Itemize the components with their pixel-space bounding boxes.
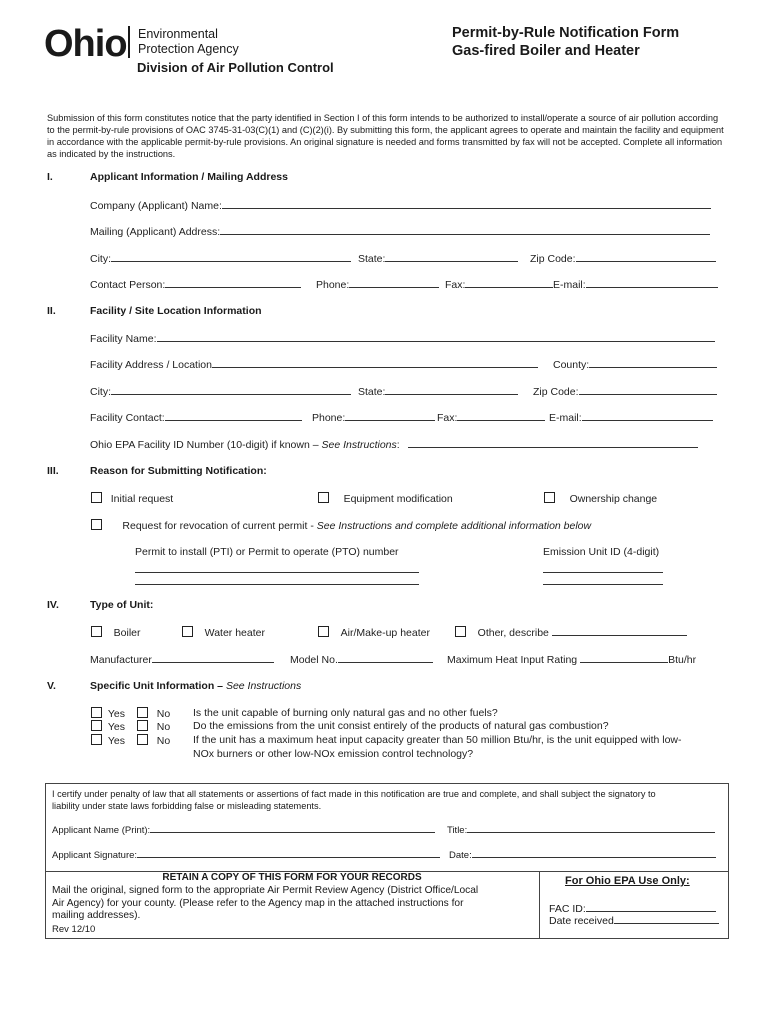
certification-text-line-2: liability under state laws forbidding false or misleading statements. [52,801,322,811]
epa-use-only-label: For Ohio EPA Use Only: [565,875,690,887]
q1-yes-checkbox[interactable] [91,707,102,718]
section-2-number: II. [47,305,56,317]
reason-initial-checkbox[interactable] [91,492,102,503]
reason-initial-option[interactable] [91,492,173,505]
model-number-field[interactable] [290,653,433,666]
section-5-number: V. [47,680,56,692]
q3-no-label: No [156,735,171,747]
q1-yes-option[interactable] [91,707,125,720]
reason-equipment-option[interactable] [318,492,453,505]
q2-yes-option[interactable] [91,720,125,733]
manufacturer-label: Manufacturer [90,654,152,666]
applicant-state-field[interactable] [358,252,518,265]
facility-state-field[interactable] [358,385,518,398]
reason-equipment-label: Equipment modification [343,493,453,505]
q2-no-label: No [156,721,171,733]
section-4-title: Type of Unit: [90,599,154,611]
section-5-instructions: See Instructions [225,680,302,692]
permit-number-line-1[interactable] [135,563,419,573]
section-1-number: I. [47,171,53,183]
question-3-line-1: If the unit has a maximum heat input capacity greater than 50 million Btu/hr, is the unit equipped with low- [193,734,682,746]
unit-air-makeup-label: Air/Make-up heater [340,627,430,639]
facility-email-field[interactable] [549,411,713,424]
unit-other-checkbox[interactable] [455,626,466,637]
model-number-label: Model No. [290,654,338,666]
agency-line-1: Environmental [138,27,218,41]
signature-date-label: Date: [449,850,472,861]
manufacturer-field[interactable] [90,653,274,666]
logo-divider [128,26,130,58]
q3-yes-option[interactable] [91,734,125,747]
facility-address-field[interactable] [90,358,538,371]
applicant-email-field[interactable] [553,278,718,291]
mailing-instructions-line-1: Mail the original, signed form to the appropriate Air Permit Review Agency (District Office/Local [52,885,479,896]
q2-no-checkbox[interactable] [137,720,148,731]
permit-number-line-2[interactable] [135,575,419,585]
contact-person-label: Contact Person: [90,279,166,291]
facility-state-label: State: [358,386,386,398]
reason-ownership-option[interactable] [544,492,657,505]
facility-phone-label: Phone: [312,412,346,424]
question-3-line-2: NOx burners or other low-NOx emission control technology? [193,748,474,760]
applicant-signature-field[interactable] [52,848,440,861]
mailing-instructions [52,885,478,923]
mailing-instructions-line-3: mailing addresses). [52,910,141,921]
facility-address-label: Facility Address / Location [90,359,212,371]
q1-no-checkbox[interactable] [137,707,148,718]
question-1: Is the unit capable of burning only natural gas and no other fuels? [193,707,498,719]
permit-number-label: Permit to install (PTI) or Permit to operate (PTO) number [135,546,399,558]
unit-air-makeup-option[interactable] [318,626,430,639]
company-name-label: Company (Applicant) Name: [90,200,222,212]
applicant-title-field[interactable] [447,823,715,836]
unit-air-makeup-checkbox[interactable] [318,626,329,637]
mailing-address-label: Mailing (Applicant) Address: [90,226,221,238]
facility-city-field[interactable] [90,385,351,398]
applicant-name-field[interactable] [52,823,435,836]
facility-fax-label: Fax: [437,412,458,424]
ohio-logo: Ohio [44,23,127,65]
signature-date-field[interactable] [449,848,716,861]
facility-name-field[interactable] [90,332,715,345]
agency-name [138,27,239,57]
date-received-field[interactable] [549,914,719,927]
q1-no-option[interactable] [137,707,170,720]
applicant-zip-field[interactable] [530,252,716,265]
section-4-number: IV. [47,599,59,611]
applicant-fax-label: Fax: [445,279,466,291]
mailing-address-field[interactable] [90,225,710,238]
facility-fax-field[interactable] [437,411,545,424]
facility-id-field[interactable]: Ohio EPA Facility ID Number (10-digit) if known – See Instructions: [90,438,698,451]
unit-water-heater-label: Water heater [204,627,265,639]
emission-unit-label: Emission Unit ID (4-digit) [543,546,660,558]
reason-revocation-option[interactable] [91,519,591,532]
reason-revocation-instructions: See Instructions and complete additional information below [316,520,592,532]
retain-copy-notice: RETAIN A COPY OF THIS FORM FOR YOUR RECORDS [162,872,422,883]
q2-yes-label: Yes [107,721,125,733]
q3-yes-label: Yes [107,735,125,747]
revision-label: Rev 12/10 [52,924,96,935]
applicant-state-label: State: [358,253,386,265]
reason-revocation-checkbox[interactable] [91,519,102,530]
emission-unit-line-2[interactable] [543,575,663,585]
fac-id-label: FAC ID: [549,903,586,915]
applicant-signature-label: Applicant Signature: [52,850,138,861]
agency-line-2: Protection Agency [138,42,239,56]
unit-boiler-option[interactable] [91,626,141,639]
mailing-instructions-line-2: Air Agency) for your county. (Please refer to the Agency map in the attached instructions for [52,897,464,909]
applicant-city-label: City: [90,253,111,265]
form-title [452,24,752,60]
facility-contact-field[interactable] [90,411,302,424]
facility-city-label: City: [90,386,111,398]
emission-unit-line-1[interactable] [543,563,663,573]
reason-ownership-checkbox[interactable] [544,492,555,503]
date-received-label: Date received [549,915,614,927]
section-3-number: III. [47,465,59,477]
q2-no-option[interactable] [137,720,170,733]
q2-yes-checkbox[interactable] [91,720,102,731]
max-heat-input-label: Maximum Heat Input Rating [447,654,578,666]
records-box-divider [539,871,540,939]
applicant-phone-label: Phone: [316,279,350,291]
q1-no-label: No [156,708,171,720]
form-title-line-2: Gas-fired Boiler and Heater [452,43,640,59]
reason-equipment-checkbox[interactable] [318,492,329,503]
applicant-city-field[interactable] [90,252,351,265]
section-5-title [90,680,301,692]
applicant-fax-field[interactable] [445,278,553,291]
reason-revocation-label: Request for revocation of current permit - [122,520,317,532]
facility-county-label: County: [553,359,590,371]
applicant-phone-field[interactable] [316,278,439,291]
facility-zip-field[interactable] [533,385,717,398]
unit-other-option[interactable] [455,626,687,639]
applicant-zip-label: Zip Code: [530,253,576,265]
q3-yes-checkbox[interactable] [91,734,102,745]
q3-no-option[interactable] [137,734,170,747]
contact-person-field[interactable] [90,278,301,291]
section-5-title-text: Specific Unit Information – [90,680,226,692]
max-heat-input-field[interactable] [447,653,696,666]
q1-yes-label: Yes [107,708,125,720]
section-1-title: Applicant Information / Mailing Address [90,171,288,183]
unit-water-heater-option[interactable] [182,626,265,639]
unit-water-heater-checkbox[interactable] [182,626,193,637]
company-name-field[interactable] [90,199,711,212]
form-title-line-1: Permit-by-Rule Notification Form [452,25,680,41]
division-name: Division of Air Pollution Control [137,60,334,75]
btu-unit: Btu/hr [668,654,697,666]
section-3-title: Reason for Submitting Notification: [90,465,267,477]
unit-boiler-label: Boiler [113,627,141,639]
unit-boiler-checkbox[interactable] [91,626,102,637]
applicant-title-label: Title: [447,825,468,836]
certification-text-line-1: I certify under penalty of law that all statements or assertions of fact made in this notification are true and complete, and shall subject the signatory to [52,789,656,799]
facility-phone-field[interactable] [312,411,435,424]
facility-zip-label: Zip Code: [533,386,579,398]
facility-email-label: E-mail: [549,412,582,424]
q3-no-checkbox[interactable] [137,734,148,745]
facility-id-instructions: See Instructions [321,439,397,451]
section-2-title: Facility / Site Location Information [90,305,262,317]
facility-name-label: Facility Name: [90,333,157,345]
reason-ownership-label: Ownership change [569,493,658,505]
unit-other-label: Other, describe [477,627,549,639]
facility-county-field[interactable] [553,358,717,371]
question-2: Do the emissions from the unit consist entirely of the products of natural gas combustion? [193,720,609,732]
reason-initial-label: Initial request [110,493,174,505]
intro-paragraph: Submission of this form constitutes notice that the party identified in Section I of this form intends to be authorized to install/operate a source of air pollution according to the permit-by-rule provisions of OAC 3745-31-03(C)(1) and (C)(2)(i). By submitting this form, the applicant agrees to operate and maintain the facility and equipment in accordance with the applicable permit-by-rule provisions. An original signature is needed and forms transmitted by fax will not be accepted. Complete all information as indicated by the instructions. [47,113,724,159]
facility-id-label: Ohio EPA Facility ID Number (10-digit) if known – [90,439,322,451]
certification-text [52,788,656,812]
applicant-name-label: Applicant Name (Print): [52,825,151,836]
facility-contact-label: Facility Contact: [90,412,165,424]
applicant-email-label: E-mail: [553,279,586,291]
